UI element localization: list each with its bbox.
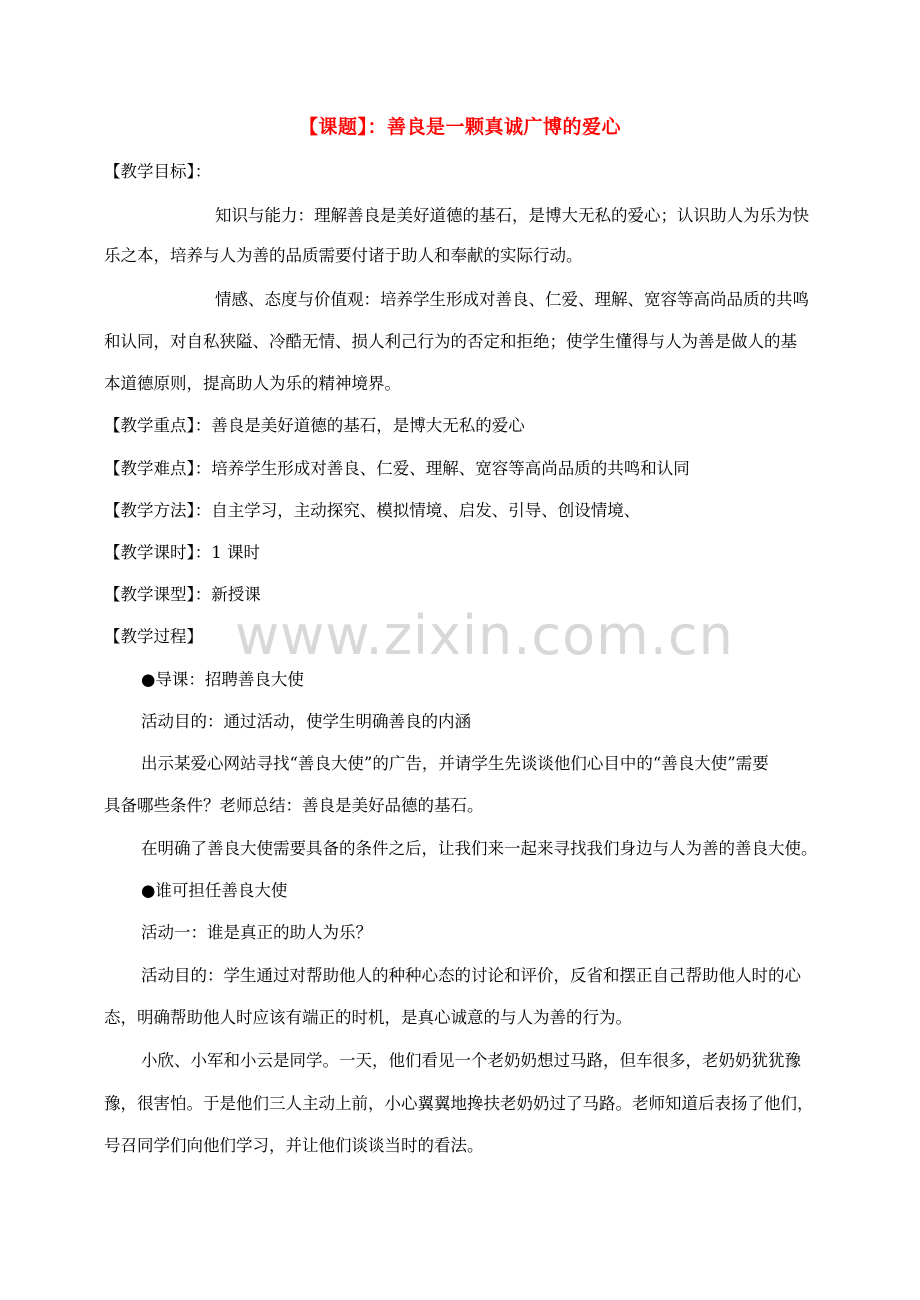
intro-goal: 活动目的：通过活动，使学生明确善良的内涵: [141, 712, 471, 731]
goal1-line2: 乐之本，培养与人为善的品质需要付诸于助人和奉献的实际行动。: [104, 246, 583, 265]
key-point: 【教学重点】：善良是美好道德的基石，是博大无私的爱心: [104, 416, 525, 435]
watermark: www.zixin.com.cn: [235, 604, 734, 667]
goal1-line1: 知识与能力：理解善良是美好道德的基石，是博大无私的爱心；认识助人为乐为快: [215, 206, 809, 225]
story-line1: 小欣、小军和小云是同学。一天，他们看见一个老奶奶想过马路，但车很多，老奶奶犹犹豫: [141, 1051, 801, 1070]
class-hours: 【教学课时】：1 课时: [104, 543, 260, 562]
lesson-type: 【教学课型】：新授课: [104, 585, 261, 604]
goal2-line2: 和认同，对自私狭隘、冷酷无情、损人利己行为的否定和拒绝；使学生懂得与人为善是做人的基: [104, 332, 797, 351]
goal2-line3: 本道德原则，提高助人为乐的精神境界。: [104, 374, 401, 393]
activity1-goal-line1: 活动目的：学生通过对帮助他人的种种心态的讨论和评价，反省和摆正自己帮助他人时的心: [141, 966, 801, 985]
intro-paragraph1-line2: 具备哪些条件？老师总结：善良是美好品德的基石。: [104, 796, 484, 815]
lesson-title: 【课题】：善良是一颗真诚广博的爱心: [298, 116, 621, 138]
activity1-title: 活动一：谁是真正的助人为乐？: [141, 923, 372, 942]
story-line2: 豫，很害怕。于是他们三人主动上前，小心翼翼地搀扶老奶奶过了马路。老师知道后表扬了他们，: [104, 1094, 814, 1113]
difficulty: 【教学难点】：培养学生形成对善良、仁爱、理解、宽容等高尚品质的共鸣和认同: [104, 459, 690, 478]
activity1-goal-line2: 态，明确帮助他人时应该有端正的时机，是真心诚意的与人为善的行为。: [104, 1008, 632, 1027]
section2-heading: ●谁可担任善良大使: [141, 881, 288, 900]
process-heading: 【教学过程】: [104, 627, 203, 646]
intro-paragraph1-line1: 出示某爱心网站寻找“善良大使”的广告，并请学生先谈谈他们心目中的“善良大使”需要: [141, 754, 769, 773]
teaching-method: 【教学方法】：自主学习，主动探究、模拟情境、启发、引导、创设情境、: [104, 501, 641, 520]
goal2-line1: 情感、态度与价值观：培养学生形成对善良、仁爱、理解、宽容等高尚品质的共鸣: [215, 290, 809, 309]
goals-heading: 【教学目标】：: [104, 162, 212, 181]
story-line3: 号召同学们向他们学习，并让他们谈谈当时的看法。: [104, 1136, 484, 1155]
intro-heading: ●导课：招聘善良大使: [141, 670, 304, 689]
intro-paragraph2: 在明确了善良大使需要具备的条件之后，让我们来一起来寻找我们身边与人为善的善良大使。: [141, 839, 818, 858]
